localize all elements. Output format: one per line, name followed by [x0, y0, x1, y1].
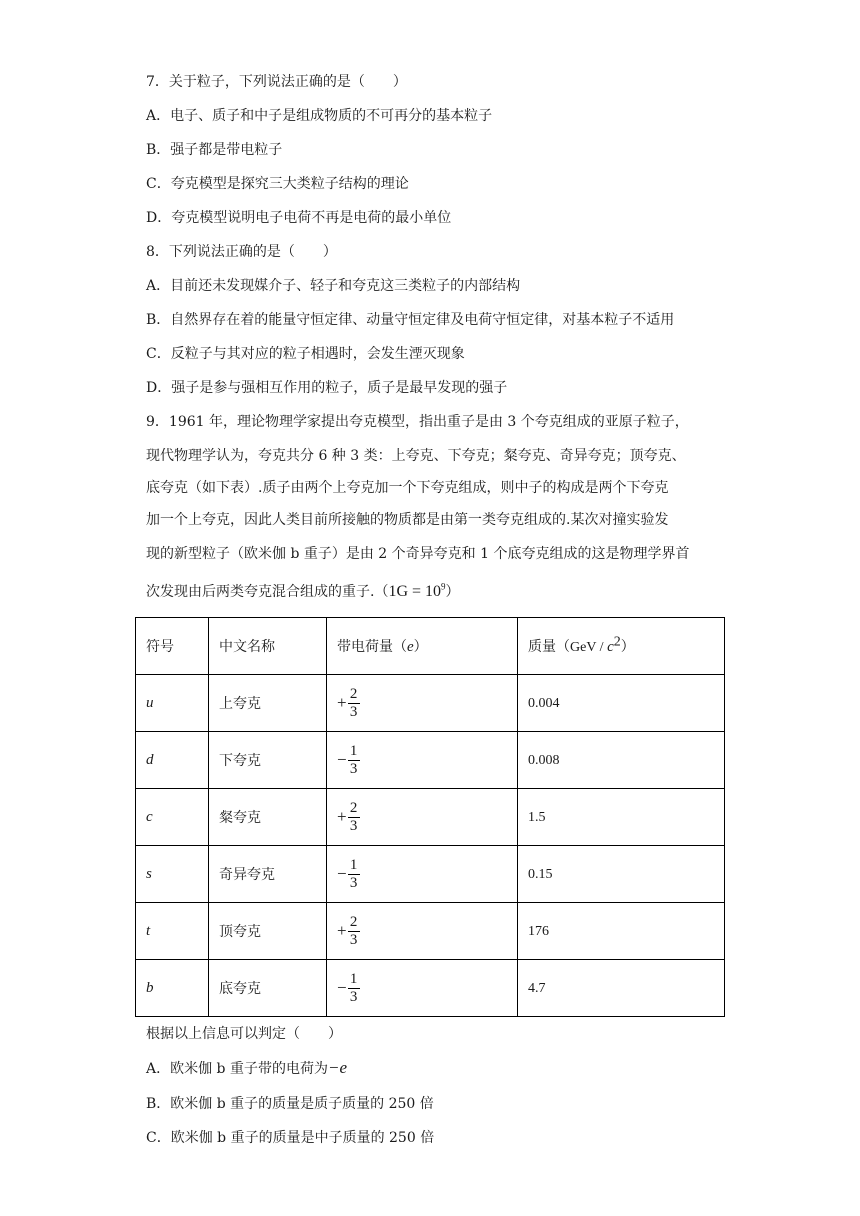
q9-para-line-4: 加一个上夸克，因此人类目前所接触的物质都是由第一类夸克组成的.某次对撞实验发 — [146, 512, 669, 528]
header-name: 中文名称 — [209, 618, 327, 675]
charge-fraction: $\frac{1}{3}$ — [348, 857, 360, 892]
q9-para-line-2: 现代物理学认为，夸克共分 6 种 3 类：上夸克、下夸克；粲夸克、奇异夸克；顶夸克、 — [146, 448, 686, 464]
charge-value: −e — [327, 1058, 348, 1077]
table-row — [136, 960, 725, 1017]
q8-stem: 8．下列说法正确的是（ ） — [146, 244, 337, 260]
cell-charge — [327, 675, 518, 732]
header-charge: 带电荷量（e） — [327, 618, 518, 675]
q9-option-c: C．欧米伽 b 重子的质量是中子质量的 250 倍 — [146, 1130, 435, 1146]
charge-sign: + — [337, 807, 347, 826]
cell-charge — [327, 846, 518, 903]
table-row — [136, 846, 725, 903]
quark-table — [135, 617, 725, 1017]
cell-symbol: d — [136, 732, 209, 789]
charge-fraction: $\frac{1}{3}$ — [348, 743, 360, 778]
cell-mass: 176 — [518, 903, 725, 960]
q9-last-line-text: 次发现由后两类夸克混合组成的重子.（ — [146, 584, 389, 600]
cell-charge — [327, 732, 518, 789]
cell-charge — [327, 960, 518, 1017]
table-row — [136, 789, 725, 846]
q9-para-line-1: 9．1961 年，理论物理学家提出夸克模型，指出重子是由 3 个夸克组成的亚原子粒子， — [146, 414, 689, 430]
charge-sign: − — [337, 750, 347, 769]
cell-symbol: s — [136, 846, 209, 903]
cell-mass: 1.5 — [518, 789, 725, 846]
charge-sign: − — [337, 864, 347, 883]
cell-name: 奇异夸克 — [209, 846, 327, 903]
cell-mass: 0.004 — [518, 675, 725, 732]
q8-option-d: D．强子是参与强相互作用的粒子，质子是最早发现的强子 — [146, 380, 508, 396]
table-row — [136, 675, 725, 732]
charge-fraction: $\frac{2}{3}$ — [348, 914, 360, 949]
q7-option-c: C．夸克模型是探究三大类粒子结构的理论 — [146, 176, 409, 192]
cell-symbol: b — [136, 960, 209, 1017]
q7-stem: 7．关于粒子，下列说法正确的是（ ） — [146, 74, 407, 90]
charge-sign: + — [337, 693, 347, 712]
cell-mass: 0.15 — [518, 846, 725, 903]
cell-symbol: c — [136, 789, 209, 846]
cell-name: 底夸克 — [209, 960, 327, 1017]
q9-option-b: B．欧米伽 b 重子的质量是质子质量的 250 倍 — [146, 1096, 434, 1112]
table-header-row — [136, 618, 725, 675]
header-symbol: 符号 — [136, 618, 209, 675]
q9-option-a: A．欧米伽 b 重子带的电荷为−e — [146, 1058, 348, 1077]
cell-mass: 0.008 — [518, 732, 725, 789]
cell-name: 下夸克 — [209, 732, 327, 789]
charge-sign: − — [337, 978, 347, 997]
cell-symbol: t — [136, 903, 209, 960]
table-row — [136, 732, 725, 789]
cell-name: 顶夸克 — [209, 903, 327, 960]
cell-name: 粲夸克 — [209, 789, 327, 846]
q9-question: 根据以上信息可以判定（ ） — [146, 1026, 342, 1042]
q7-option-d: D．夸克模型说明电子电荷不再是电荷的最小单位 — [146, 210, 452, 226]
q9-para-line-3: 底夸克（如下表）.质子由两个上夸克加一个下夸克组成，则中子的构成是两个下夸克 — [146, 480, 669, 496]
header-mass: 质量$(GeV / c^2)$ — [518, 618, 725, 675]
q7-option-b: B．强子都是带电粒子 — [146, 142, 283, 158]
charge-fraction: $\frac{1}{3}$ — [348, 971, 360, 1006]
q8-option-a: A．目前还未发现媒介子、轻子和夸克这三类粒子的内部结构 — [146, 278, 521, 294]
cell-charge — [327, 903, 518, 960]
table-row — [136, 903, 725, 960]
q7-option-a: A．电子、质子和中子是组成物质的不可再分的基本粒子 — [146, 108, 493, 124]
cell-symbol: u — [136, 675, 209, 732]
charge-sign: + — [337, 921, 347, 940]
cell-name: 上夸克 — [209, 675, 327, 732]
cell-charge — [327, 789, 518, 846]
cell-mass: 4.7 — [518, 960, 725, 1017]
unit-formula: $1G = 10^9$ — [388, 581, 446, 600]
q8-option-c: C．反粒子与其对应的粒子相遇时，会发生湮灭现象 — [146, 346, 465, 362]
charge-fraction: $\frac{2}{3}$ — [348, 686, 360, 721]
q9-para-line-6: 次发现由后两类夸克混合组成的重子$.(1G = 10^9)$ — [146, 581, 460, 600]
charge-fraction: $\frac{2}{3}$ — [348, 800, 360, 835]
q8-option-b: B．自然界存在着的能量守恒定律、动量守恒定律及电荷守恒定律，对基本粒子不适用 — [146, 312, 675, 328]
q9-para-line-5: 现的新型粒子（欧米伽 b 重子）是由 2 个奇异夸克和 1 个底夸克组成的这是物理学界首 — [146, 546, 690, 562]
